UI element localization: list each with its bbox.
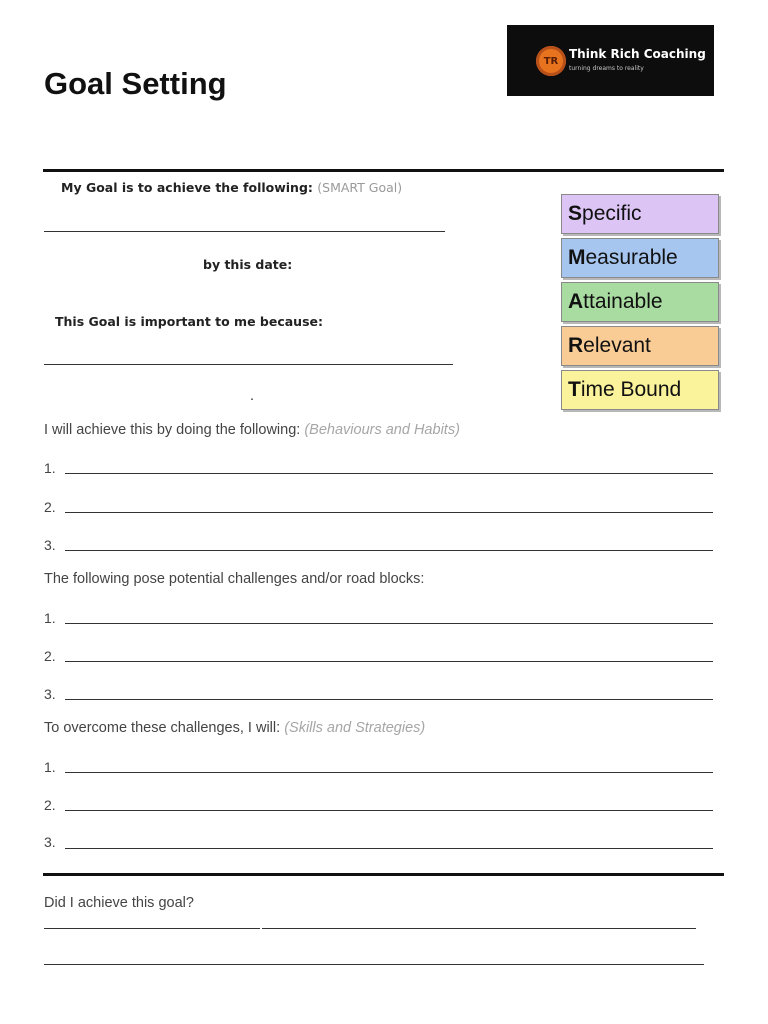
date-label: by this date: bbox=[203, 257, 293, 272]
smart-word: ime Bound bbox=[580, 378, 682, 401]
bottom-divider bbox=[43, 873, 724, 876]
challenge-line-2[interactable] bbox=[65, 661, 713, 662]
review-label: Did I achieve this goal? bbox=[44, 895, 194, 911]
challenge-line-1[interactable] bbox=[65, 623, 713, 624]
strategy-line-1[interactable] bbox=[65, 772, 713, 773]
importance-answer-line[interactable] bbox=[44, 364, 453, 365]
smart-attainable bbox=[561, 282, 719, 322]
behaviour-line-2[interactable] bbox=[65, 512, 713, 513]
behaviours-label-text: I will achieve this by doing the following: bbox=[44, 422, 301, 438]
challenge-number: 3. bbox=[44, 686, 56, 702]
smart-measurable bbox=[561, 238, 719, 278]
strategy-number: 1. bbox=[44, 759, 56, 775]
behaviour-line-1[interactable] bbox=[65, 473, 713, 474]
challenge-number: 1. bbox=[44, 610, 56, 626]
goal-hint: (SMART Goal) bbox=[317, 180, 403, 195]
strategies-label bbox=[44, 720, 425, 736]
logo-name: Think Rich Coaching bbox=[569, 47, 706, 61]
smart-letter: T bbox=[568, 378, 581, 401]
strategy-line-3[interactable] bbox=[65, 848, 713, 849]
smart-specific bbox=[561, 194, 719, 234]
challenge-number: 2. bbox=[44, 648, 56, 664]
smart-word: pecific bbox=[582, 202, 642, 225]
goal-label bbox=[61, 180, 402, 195]
behaviour-number: 1. bbox=[44, 460, 56, 476]
top-divider bbox=[43, 169, 724, 172]
strategies-label-text: To overcome these challenges, I will: bbox=[44, 720, 281, 736]
smart-letter: A bbox=[568, 290, 584, 313]
smart-word: ttainable bbox=[583, 290, 663, 313]
review-line-1b[interactable] bbox=[262, 928, 696, 929]
strategy-number: 3. bbox=[44, 834, 56, 850]
smart-letter: M bbox=[568, 246, 586, 269]
behaviours-label bbox=[44, 422, 460, 438]
importance-label: This Goal is important to me because: bbox=[55, 314, 323, 329]
smart-relevant bbox=[561, 326, 719, 366]
review-line-2[interactable] bbox=[44, 964, 704, 965]
logo-emblem-icon: TR bbox=[536, 46, 566, 76]
smart-word: easurable bbox=[585, 246, 678, 269]
period-mark: . bbox=[250, 388, 254, 403]
strategies-hint: (Skills and Strategies) bbox=[284, 720, 426, 736]
goal-label-text: My Goal is to achieve the following: bbox=[61, 180, 313, 195]
behaviour-line-3[interactable] bbox=[65, 550, 713, 551]
strategy-number: 2. bbox=[44, 797, 56, 813]
smart-time-bound bbox=[561, 370, 719, 410]
review-line-1a[interactable] bbox=[44, 928, 260, 929]
smart-letter: R bbox=[568, 334, 584, 357]
strategy-line-2[interactable] bbox=[65, 810, 713, 811]
challenge-line-3[interactable] bbox=[65, 699, 713, 700]
page-title: Goal Setting bbox=[44, 66, 227, 101]
smart-word: elevant bbox=[583, 334, 651, 357]
smart-letter: S bbox=[568, 202, 583, 225]
goal-answer-line[interactable] bbox=[44, 231, 445, 232]
behaviours-hint: (Behaviours and Habits) bbox=[304, 422, 460, 438]
behaviour-number: 2. bbox=[44, 499, 56, 515]
logo-tagline: turning dreams to reality bbox=[569, 65, 644, 72]
brand-logo bbox=[507, 25, 714, 96]
challenges-label: The following pose potential challenges and/or road blocks: bbox=[44, 571, 425, 587]
behaviour-number: 3. bbox=[44, 537, 56, 553]
